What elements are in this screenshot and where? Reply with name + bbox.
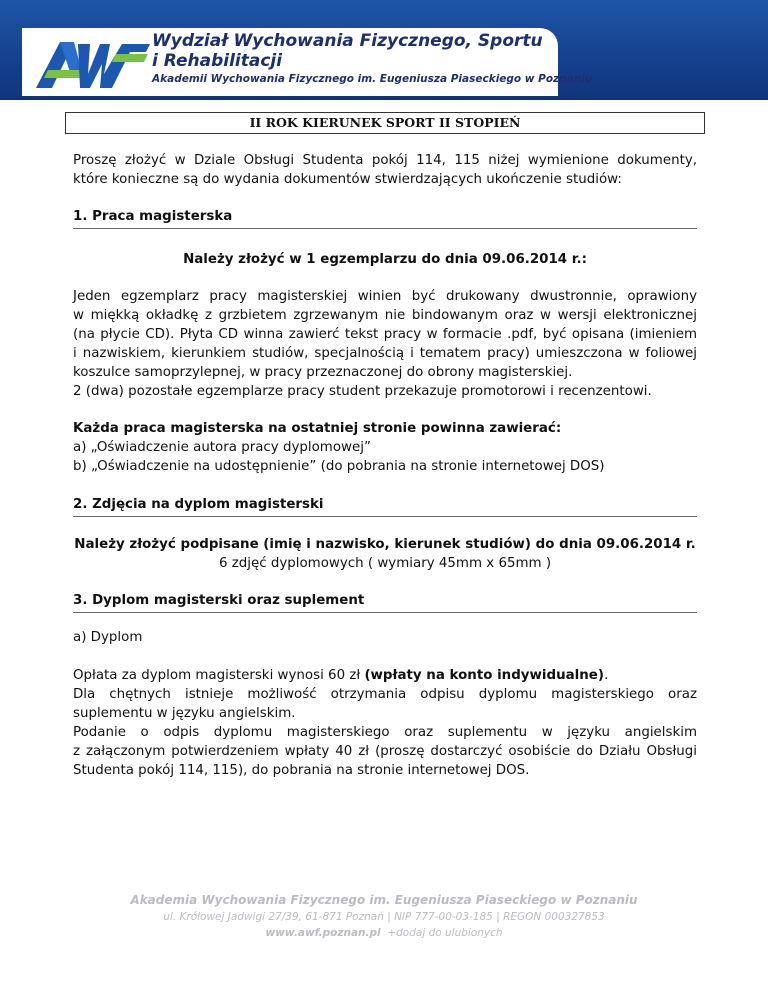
application-line: Podanie o odpis dyplomu magisterskiego oraz suplementu w języku angielskim [73, 725, 697, 740]
section-1-deadline: Należy złożyć w 1 egzemplarzu do dnia 09.06.2014 r.: [183, 252, 587, 267]
faculty-title: Wydział Wychowania Fizycznego, Sportu i Rehabilitacji [152, 31, 543, 71]
logo-mark [36, 42, 150, 88]
intro-line-1: Proszę złożyć w Dziale Obsługi Studenta pokój 114, 115 niżej wymienione dokumenty, [73, 153, 697, 168]
document-title: II ROK KIERUNEK SPORT II STOPIEŃ [65, 112, 705, 134]
footer-academy-name: Akademia Wychowania Fizycznego im. Eugeniusza Piaseckiego w Poznaniu [130, 893, 638, 907]
copy-line-1: Dla chętnych istnieje możliwość otrzymania odpisu dyplomu magisterskiego oraz [73, 687, 697, 702]
section-1-body-line: w miękką okładkę z grzbietem zgrzewanym nie bindowanym oraz w wersji elektronicznej [73, 308, 697, 323]
section-1-body-line: i nazwiskiem, kierunkiem studiów, specjalnością i tematem pracy) umieszczona w foliowej [73, 346, 697, 361]
copy-line-2: suplementu w języku angielskim. [73, 706, 296, 721]
section-2-heading: 2. Zdjęcia na dyplom magisterski [73, 496, 697, 517]
intro-line-2: które konieczne są do wydania dokumentów stwierdzających ukończenie studiów: [73, 172, 622, 187]
statement-item-a: a) „Oświadczenie autora pracy dyplomowej” [73, 440, 371, 455]
section-3-item-a: a) Dyplom [73, 630, 143, 645]
application-line: Studenta pokój 114, 115), do pobrania na stronie internetowej DOS. [73, 763, 530, 778]
section-1-body-line: (na płycie CD). Płyta CD winna zawierć tekst pracy w formacie .pdf, być opisana (imieniem [73, 327, 697, 342]
footer-links [0, 927, 768, 939]
section-1-body-line: Jeden egzemplarz pracy magisterskiej winien być drukowany dwustronnie, oprawiony [73, 289, 697, 304]
section-3-heading: 3. Dyplom magisterski oraz suplement [73, 592, 697, 613]
last-page-heading: Każda praca magisterska na ostatniej stronie powinna zawierać: [73, 421, 562, 436]
section-1-heading: 1. Praca magisterska [73, 208, 697, 229]
section-1-body-line: koszulce samoprzylepnej, w pracy przeznaczonej do obrony magisterskiej. [73, 365, 573, 380]
academy-subtitle: Akademii Wychowania Fizycznego im. Eugeniusza Piaseckiego w Poznaniu [152, 73, 593, 85]
add-favorite-link[interactable]: +dodaj do ulubionych [387, 927, 503, 939]
footer-address: ul. Królowej Jadwigi 27/39, 61-871 Poznań | NIP 777-00-03-185 | REGON 000327853 [163, 911, 605, 923]
section-1-body-line: 2 (dwa) pozostałe egzemplarze pracy student przekazuje promotorowi i recenzentowi. [73, 384, 652, 399]
application-line: z załączonym potwierdzeniem wpłaty 40 zł (proszę dostarczyć osobiście do Działu Obsługi [73, 744, 697, 759]
section-2-deadline: Należy złożyć podpisane (imię i nazwisko, kierunek studiów) do dnia 09.06.2014 r. [74, 537, 696, 552]
fee-line [73, 667, 697, 686]
fee-prefix: Opłata za dyplom magisterski wynosi 60 zł [73, 668, 365, 683]
fee-suffix: . [603, 668, 609, 683]
awf-logo [30, 34, 150, 94]
section-2-detail: 6 zdjęć dyplomowych ( wymiary 45mm x 65mm ) [218, 556, 552, 571]
statement-item-b: b) „Oświadczenie na udostępnienie” (do pobrania na stronie internetowej DOS) [73, 459, 605, 474]
fee-bold: (wpłaty na konto indywidualne) [364, 668, 604, 683]
website-link[interactable]: www.awf.poznan.pl [265, 927, 381, 939]
